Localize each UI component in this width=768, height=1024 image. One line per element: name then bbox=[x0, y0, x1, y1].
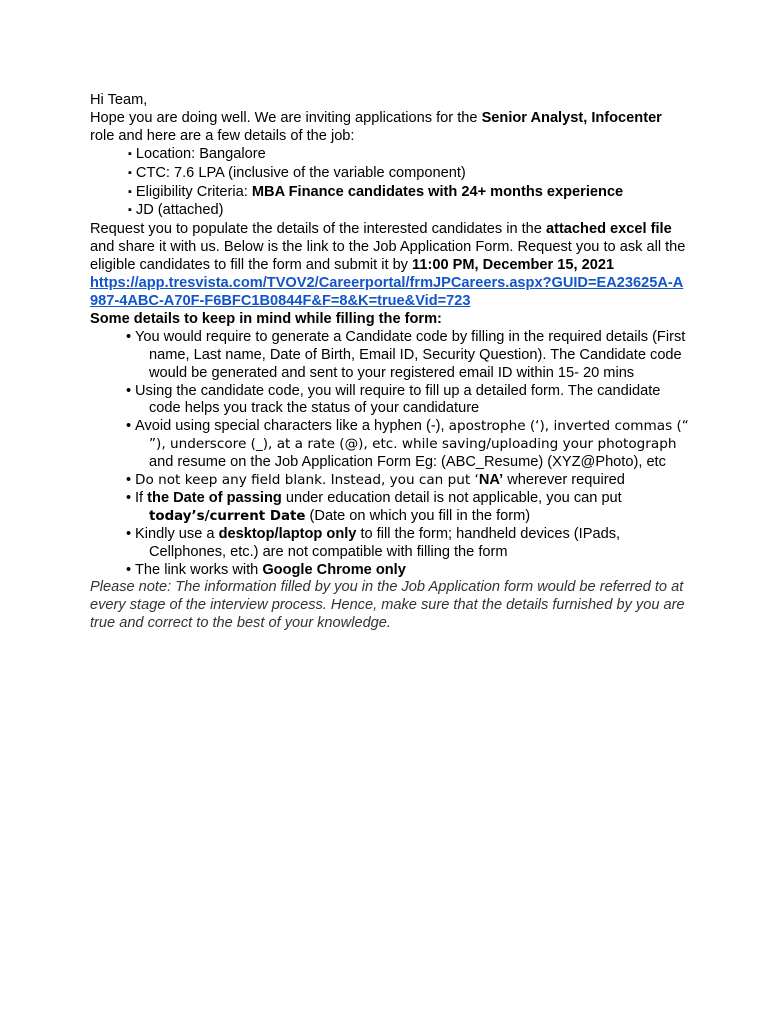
intro-text: Hope you are doing well. We are inviting applications for the bbox=[90, 109, 482, 126]
tip-date-of-passing: • If the Date of passing under education detail is not applicable, you can put today’s/current Date (Date on which you fill in the form) bbox=[126, 490, 690, 526]
tip-browser-requirement: • The link works with Google Chrome only bbox=[126, 562, 690, 580]
disclaimer-note: Please note: The information filled by you in the Job Application form would be referred to at every stage of the interview process. Hence, make sure that the details furnished by you are true and correct to the best of your knowledge. bbox=[90, 579, 685, 632]
eligibility-criteria: MBA Finance candidates with 24+ months experience bbox=[251, 183, 624, 200]
greeting: Hi Team, bbox=[90, 92, 148, 108]
intro-text-end: role and here are a few details of the job: bbox=[90, 127, 355, 144]
tips-list bbox=[90, 329, 690, 580]
detail-ctc: ▪ CTC: 7.6 LPA (inclusive of the variable component) bbox=[128, 165, 690, 184]
intro-paragraph bbox=[90, 110, 690, 146]
tip-special-characters: • Avoid using special characters like a hyphen (-), apostrophe (‘), inverted commas (“ ”), underscore (_), at a rate (@), etc. while saving/uploading your photograph and resume on the Job Application Form Eg: (ABC_Resume) (XYZ@Photo), etc bbox=[126, 418, 690, 472]
email-body bbox=[90, 92, 690, 633]
detail-jd: ▪ JD (attached) bbox=[128, 202, 690, 221]
tip-candidate-code: • You would require to generate a Candidate code by filling in the required details (First name, Last name, Date of Birth, Email ID, Security Question). The Candidate code would be generated and sent to your registered email ID within 15- 20 mins bbox=[126, 329, 690, 383]
request-paragraph: Request you to populate the details of the interested candidates in the attached excel file and share it with us. Below is the link to the Job Application Form. Request you to ask all the eligible candidates to fill the form and submit it by 11:00 PM, December 15, 2021 bbox=[90, 221, 686, 274]
role-title: Senior Analyst, Infocenter bbox=[481, 109, 662, 126]
tip-detailed-form: • Using the candidate code, you will require to fill up a detailed form. The candidate code helps you track the status of your candidature bbox=[126, 383, 690, 419]
tips-heading: Some details to keep in mind while filling the form: bbox=[90, 310, 442, 327]
attached-file-mention: attached excel file bbox=[545, 221, 672, 238]
detail-eligibility: ▪ Eligibility Criteria: MBA Finance candidates with 24+ months experience bbox=[128, 184, 690, 203]
na-value: NA’ bbox=[478, 472, 504, 489]
job-details-list bbox=[90, 146, 690, 222]
application-link-line bbox=[90, 275, 690, 311]
deadline: 11:00 PM, December 15, 2021 bbox=[412, 257, 615, 274]
current-date-mention: today’s/current Date bbox=[149, 508, 306, 524]
tip-device-requirement: • Kindly use a desktop/laptop only to fill the form; handheld devices (IPads, Cellphones, etc.) are not compatible with filling the form bbox=[126, 526, 690, 562]
application-form-link[interactable]: https://app.tresvista.com/TVOV2/Careerportal/frmJPCareers.aspx?GUID=EA23625A-A987-4ABC-A70F-F6BFC1B0844F&F=8&K=true&Vid=723 bbox=[90, 275, 684, 309]
detail-location: ▪ Location: Bangalore bbox=[128, 146, 690, 165]
tip-no-blank-fields: • Do not keep any field blank. Instead, you can put ‘NA’ wherever required bbox=[126, 472, 690, 490]
